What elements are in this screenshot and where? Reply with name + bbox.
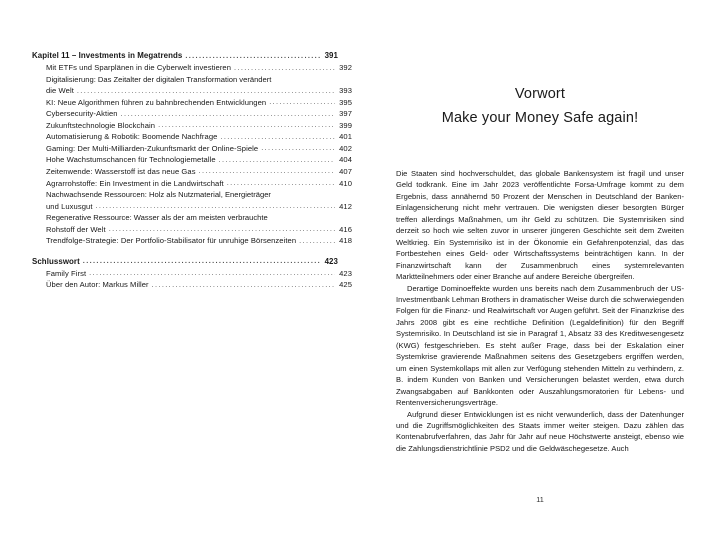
toc-entry[interactable]	[32, 178, 352, 190]
toc-page-number: 416	[339, 224, 352, 234]
toc-entry-label: Family First	[46, 268, 87, 278]
toc-entry[interactable]	[32, 268, 352, 280]
toc-dot-leader	[158, 119, 335, 131]
toc-entry-label: Schlusswort	[32, 256, 80, 266]
toc-entry[interactable]	[32, 131, 352, 143]
toc-entry-label: Rohstoff der Welt	[46, 224, 106, 234]
toc-page-number: 423	[339, 268, 352, 278]
toc-entry-label: Kapitel 11 – Investments in Megatrends	[32, 51, 183, 60]
toc-entry-label: Mit ETFs und Sparplänen in die Cyberwelt investieren	[46, 63, 232, 73]
toc-entry-label: die Welt	[46, 86, 74, 96]
toc-entry[interactable]	[32, 154, 352, 166]
toc-entry[interactable]	[32, 120, 352, 132]
toc-entry-label: Automatisierung & Robotik: Boomende Nachfrage	[46, 132, 218, 142]
body-paragraph: Aufgrund dieser Entwicklungen ist es nicht verwunderlich, dass der Datenhunger und die Zugriffsmöglichkeiten des Staats immer weiter steigen. Dazu zählen das Kontenabrufverfahren, das Jahr für Jahr auf neue Höchstwerte ansteigt, ebenso wie die Zahlungsdienstrichtlinie PSD2 und die Geldwäschegesetze. Auch	[396, 409, 684, 453]
toc-entry[interactable]	[32, 50, 338, 62]
foreword-heading	[360, 85, 720, 128]
toc-page-number: 418	[339, 236, 352, 246]
page-number: 11	[536, 495, 544, 504]
toc-page-number: 412	[339, 201, 352, 211]
toc-dot-leader	[234, 62, 335, 74]
toc-entry[interactable]	[32, 256, 338, 268]
toc-page-number: 401	[339, 132, 352, 142]
toc-entry[interactable]	[32, 85, 352, 97]
table-of-contents	[32, 50, 352, 291]
toc-page-number: 395	[339, 97, 352, 107]
toc-entry-line-overflow[interactable]: Nachwachsende Ressourcen: Holz als Nutzmaterial, Energieträger	[46, 190, 271, 200]
toc-page-number: 392	[339, 63, 352, 73]
toc-entry[interactable]	[32, 166, 352, 178]
toc-entry[interactable]	[32, 224, 352, 236]
right-page-foreword	[360, 0, 720, 534]
toc-page-number: 393	[339, 86, 352, 96]
toc-entry-line-overflow[interactable]: Regenerative Ressource: Wasser als der am meisten verbrauchte	[46, 213, 268, 223]
toc-entry-label: Cybersecurity-Aktien	[46, 109, 118, 119]
toc-entry-label: Zukunftstechnologie Blockchain	[46, 120, 156, 130]
body-paragraph: Die Staaten sind hochverschuldet, das globale Bankensystem ist fragil und unser Geld todkrank. Eine im Jahr 2023 veröffentlichte Forsa-Umfrage kommt zu dem Ergebnis, dass annähernd 50 Prozent der Menschen in Deutschland der Banken-Einlagensicherung nicht mehr vertrauen. Die wenigsten dieser besorgten Bürger treffen allerdings Maßnahmen, um ihr Geld zu schützen. Die Systemrisiken sind derzeit so hoch wie selten zuvor in unserer jüngeren Geschichte seit dem Zweiten Weltkrieg. Ein Systemrisiko ist in der Ökonomie ein Gefahrenpotenzial, das das Fortbestehen eines Geld- oder Wirtschaftssystems beinträchtigen kann. In der Finanzwirtschaft kann der Zusammenbruch eines systemrelevanten Marktteilnehmers oder einer Branche auf andere Bereiche übergreifen.	[396, 169, 684, 282]
toc-page-number: 423	[324, 256, 338, 266]
toc-dot-leader	[220, 131, 335, 143]
page-subtitle: Make your Money Safe again!	[441, 110, 639, 126]
toc-dot-leader	[269, 96, 335, 108]
toc-page-number: 410	[339, 178, 352, 188]
toc-entry[interactable]	[32, 143, 352, 155]
toc-entry-label: Zeitenwende: Wasserstoff ist das neue Gas	[46, 166, 196, 176]
toc-dot-leader	[185, 50, 321, 62]
toc-dot-leader	[109, 223, 335, 235]
toc-entry-label: und Luxusgut	[46, 201, 93, 211]
toc-page-number: 407	[339, 166, 352, 176]
toc-page-number: 402	[339, 143, 352, 153]
toc-dot-leader	[77, 85, 335, 97]
toc-entry[interactable]	[32, 235, 352, 247]
toc-dot-leader	[227, 177, 335, 189]
toc-entry-line-overflow[interactable]: Digitalisierung: Das Zeitalter der digitalen Transformation verändert	[46, 74, 272, 84]
toc-dot-leader	[219, 154, 335, 166]
toc-entry-label: Hohe Wachstumschancen für Technologiemetalle	[46, 155, 216, 165]
toc-group	[32, 256, 352, 291]
toc-dot-leader	[152, 279, 335, 291]
body-paragraph: Derartige Dominoeffekte wurden uns bereits nach dem Zusammenbruch der US-Investmentbank Lehman Brothers in dramatischer Weise durch die schwerwiegenden Folgen für die Finanz- und Realwirtschaft vor Augen geführt. Seit der Finanzkrise des Jahrs 2008 gibt es eine rechtliche Definition (Legaldefinition) für den Begriff Systemrisiko. In Deutschland ist sie in Paragraf 1, Absatz 33 des Kreditwesengesetz (KWG) festgeschrieben. Es steht außer Frage, dass bei der Eskalation einer Systemkrise gravierende Maßnahmen seitens des Gesetzgebers ergriffen werden, um einen Systemkollaps mit allen zur Verfügung stehenden Mitteln zu verhindern, z. B. indem Kunden von Banken und Versicherungen belastet werden, etwa durch Zwangsabgaben auf Bankkonten oder Auszahlungsmoratorien für Lebens- und Rentenversicherungsverträge.	[396, 283, 684, 408]
toc-entry-label: Gaming: Der Multi-Milliarden-Zukunftsmarkt der Online-Spiele	[46, 143, 259, 153]
toc-dot-leader	[299, 235, 335, 247]
toc-dot-leader	[96, 200, 335, 212]
toc-dot-leader	[83, 255, 321, 267]
toc-entry-label: Über den Autor: Markus Miller	[46, 280, 149, 290]
toc-page-number: 425	[339, 280, 352, 290]
toc-entry[interactable]	[32, 62, 352, 74]
toc-page-number: 391	[324, 51, 338, 60]
toc-dot-leader	[261, 142, 335, 154]
toc-entry[interactable]	[32, 201, 352, 213]
toc-entry-label: KI: Neue Algorithmen führen zu bahnbrechenden Entwicklungen	[46, 97, 267, 107]
toc-entry[interactable]	[32, 279, 352, 291]
toc-dot-leader	[121, 108, 335, 120]
toc-page-number: 397	[339, 109, 352, 119]
toc-page-number: 399	[339, 120, 352, 130]
toc-entry[interactable]	[32, 108, 352, 120]
toc-entry[interactable]	[32, 97, 352, 109]
toc-group	[32, 50, 352, 247]
toc-dot-leader	[89, 267, 335, 279]
foreword-body-text	[396, 168, 684, 454]
toc-entry-label: Trendfolge-Strategie: Der Portfolio-Stabilisator für unruhige Börsenzeiten	[46, 236, 297, 246]
page-title: Vorwort	[514, 86, 566, 102]
toc-dot-leader	[199, 165, 335, 177]
toc-entry-label: Agrarrohstoffe: Ein Investment in die Landwirtschaft	[46, 178, 224, 188]
toc-page-number: 404	[339, 155, 352, 165]
